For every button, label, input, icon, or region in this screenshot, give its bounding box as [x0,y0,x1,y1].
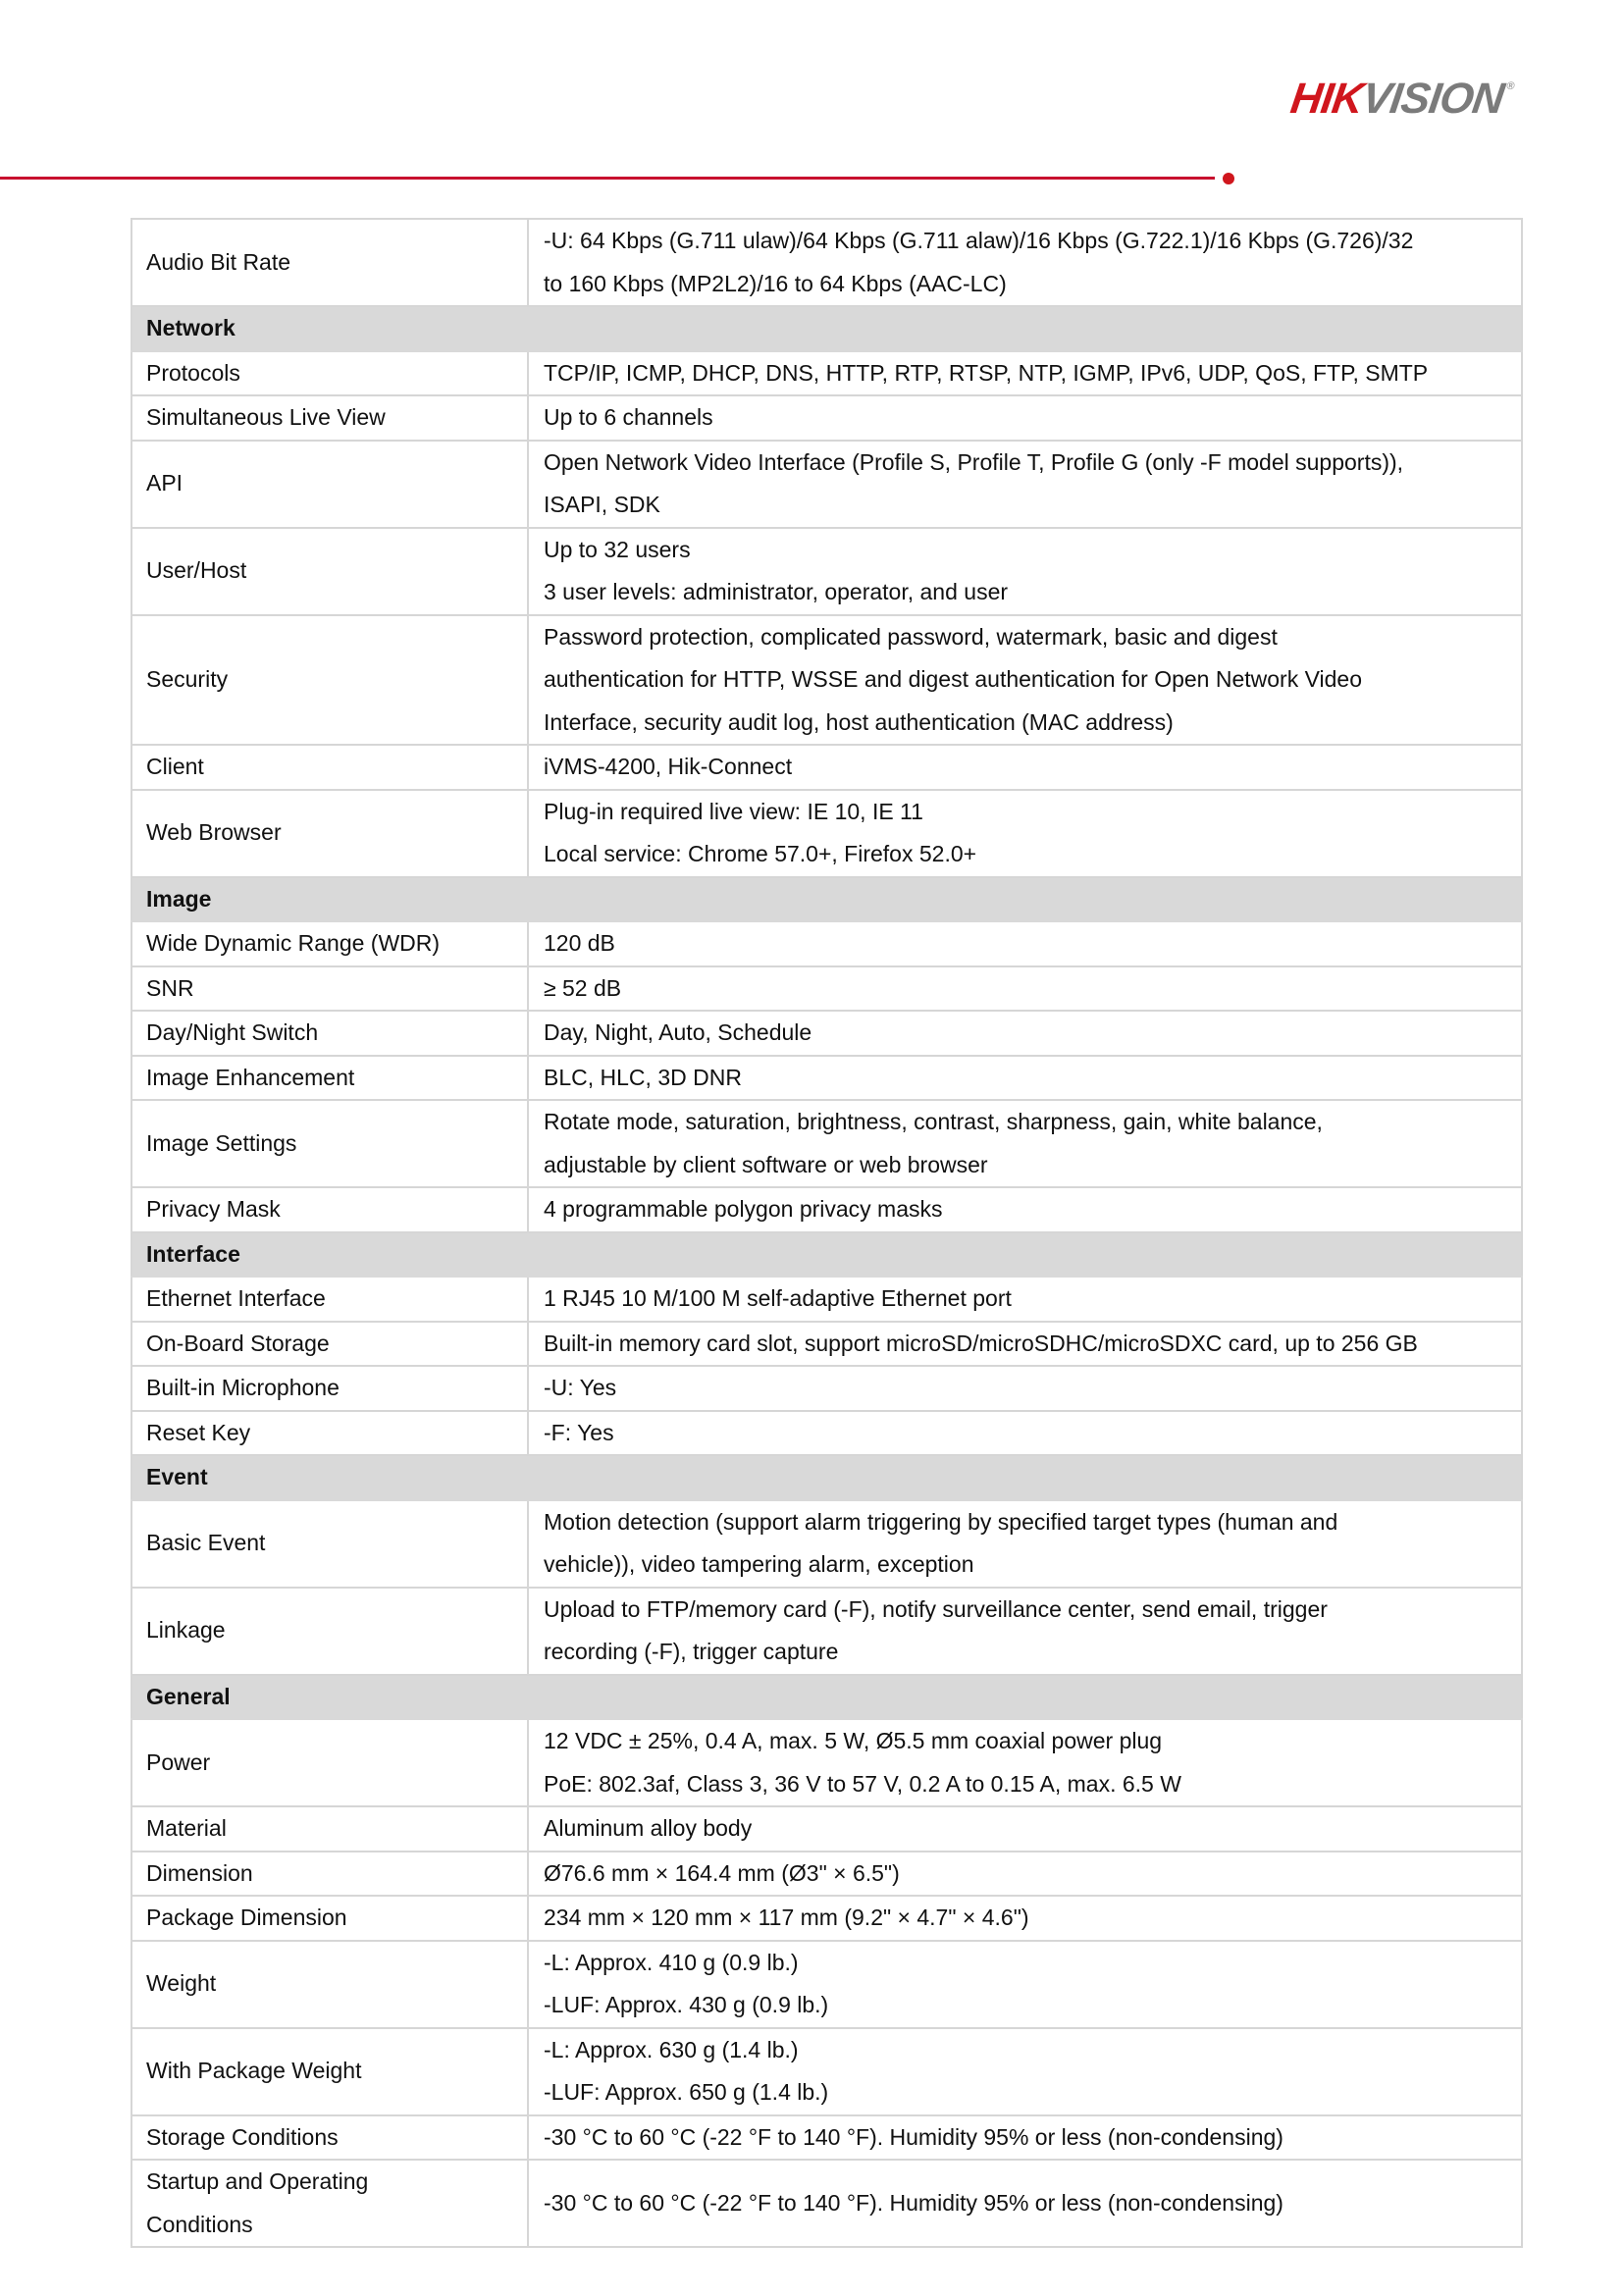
spec-value-line: Upload to FTP/memory card (-F), notify surveillance center, send email, trigger [544,1595,1328,1622]
spec-value-cell [528,351,1522,396]
spec-row [131,1322,1522,1367]
spec-value-cell [528,1500,1522,1588]
spec-label: Material [146,1815,227,1841]
section-title-text: Interface [146,1240,240,1267]
spec-value-line: PoE: 802.3af, Class 3, 36 V to 57 V, 0.2 A to 0.15 A, max. 6.5 W [544,1770,1181,1797]
spec-label-cell [131,528,528,615]
spec-label-cell [131,219,528,306]
spec-label: Image Enhancement [146,1064,355,1090]
spec-value-cell [528,790,1522,877]
spec-label: Web Browser [146,819,282,846]
spec-row [131,615,1522,746]
spec-row [131,1588,1522,1675]
section-header-row [131,1232,1522,1278]
spec-label-cell [131,395,528,441]
spec-label: Conditions [146,2211,253,2237]
spec-row [131,1806,1522,1852]
section-title [131,1455,1522,1500]
spec-value-line: Aluminum alloy body [544,1815,753,1841]
spec-row [131,1187,1522,1232]
spec-label: Power [146,1748,211,1775]
spec-label-cell [131,1277,528,1322]
logo-text-hik: HIK [1287,75,1367,123]
spec-value-line: adjustable by client software or web browser [544,1151,988,1177]
logo-text-vision: VISION [1359,75,1507,123]
spec-value-line: 120 dB [544,930,615,956]
spec-value-cell [528,1588,1522,1675]
spec-label-cell [131,351,528,396]
spec-value-cell [528,615,1522,746]
spec-label-cell [131,615,528,746]
spec-value-line: 12 VDC ± 25%, 0.4 A, max. 5 W, Ø5.5 mm coaxial power plug [544,1728,1163,1753]
spec-value-cell [528,966,1522,1012]
spec-row [131,1366,1522,1411]
spec-label-cell [131,966,528,1012]
spec-row [131,1056,1522,1101]
spec-label: SNR [146,974,194,1001]
spec-row [131,1500,1522,1588]
spec-value-line: to 160 Kbps (MP2L2)/16 to 64 Kbps (AAC-LC) [544,270,1007,296]
spec-value-cell [528,1719,1522,1806]
spec-row [131,966,1522,1012]
spec-value-line: recording (-F), trigger capture [544,1639,839,1664]
spec-value-line: Open Network Video Interface (Profile S, Profile T, Profile G (only -F model supports)), [544,448,1404,475]
spec-value-line: Up to 32 users [544,536,691,562]
spec-value-cell [528,1100,1522,1187]
spec-value-line: 1 RJ45 10 M/100 M self-adaptive Ethernet port [544,1285,1012,1311]
spec-label: Ethernet Interface [146,1285,326,1311]
spec-value-cell [528,1322,1522,1367]
section-title-text: Event [146,1464,208,1489]
spec-row [131,1277,1522,1322]
section-title [131,1232,1522,1278]
spec-value-cell [528,1011,1522,1056]
spec-row [131,395,1522,441]
spec-value-cell [528,1056,1522,1101]
spec-value-line: iVMS-4200, Hik-Connect [544,754,793,779]
spec-value-cell [528,395,1522,441]
spec-value-line: authentication for HTTP, WSSE and digest authentication for Open Network Video [544,666,1363,692]
spec-label: Day/Night Switch [146,1019,319,1045]
section-header-row [131,1455,1522,1500]
section-header-row [131,1675,1522,1720]
spec-row [131,1896,1522,1941]
header-divider-line [0,177,1215,180]
spec-label: Simultaneous Live View [146,404,386,430]
spec-value-cell [528,441,1522,528]
section-title [131,877,1522,922]
section-title-text: Image [146,885,212,912]
spec-value-line: -30 °C to 60 °C (-22 °F to 140 °F). Humidity 95% or less (non-condensing) [544,2123,1283,2150]
header-divider-dot-icon [1223,173,1234,184]
spec-value-line: Motion detection (support alarm triggering by specified target types (human and [544,1508,1338,1535]
spec-value-cell [528,1277,1522,1322]
spec-value-line: TCP/IP, ICMP, DHCP, DNS, HTTP, RTP, RTSP, NTP, IGMP, IPv6, UDP, QoS, FTP, SMTP [544,359,1429,386]
spec-row [131,1941,1522,2028]
section-title [131,1675,1522,1720]
spec-label-cell [131,745,528,790]
spec-label: Built-in Microphone [146,1375,340,1400]
spec-label-cell [131,1056,528,1101]
spec-value-line: -LUF: Approx. 430 g (0.9 lb.) [544,1992,829,2017]
spec-value-line: Up to 6 channels [544,404,713,430]
specification-table-body [131,219,1522,2247]
spec-label: With Package Weight [146,2058,362,2084]
spec-label-cell [131,921,528,966]
spec-value-line: -F: Yes [544,1419,614,1445]
spec-row [131,351,1522,396]
spec-label: Weight [146,1970,217,1997]
spec-label: User/Host [146,557,247,584]
spec-row [131,1011,1522,1056]
section-header-row [131,877,1522,922]
spec-label-cell [131,1806,528,1852]
spec-value-line: 3 user levels: administrator, operator, and user [544,579,1009,604]
spec-label-cell [131,2160,528,2247]
spec-label: Dimension [146,1859,253,1886]
spec-value-line: -U: 64 Kbps (G.711 ulaw)/64 Kbps (G.711 alaw)/16 Kbps (G.722.1)/16 Kbps (G.726)/32 [544,228,1414,253]
spec-label-cell [131,1411,528,1456]
spec-value-line: Interface, security audit log, host authentication (MAC address) [544,708,1174,735]
spec-label: API [146,470,183,496]
spec-value-cell [528,1896,1522,1941]
spec-label-cell [131,1322,528,1367]
spec-value-line: Day, Night, Auto, Schedule [544,1019,812,1045]
spec-label-cell [131,1588,528,1675]
spec-row [131,528,1522,615]
spec-row [131,745,1522,790]
spec-row [131,1719,1522,1806]
spec-label-cell [131,1896,528,1941]
spec-value-line: 234 mm × 120 mm × 117 mm (9.2" × 4.7" × 4.6") [544,1905,1029,1930]
spec-label: Audio Bit Rate [146,248,291,275]
spec-label: Wide Dynamic Range (WDR) [146,930,441,956]
spec-label-cell [131,1100,528,1187]
spec-label: On-Board Storage [146,1330,330,1356]
spec-value-line: -L: Approx. 410 g (0.9 lb.) [544,1949,799,1975]
spec-row [131,219,1522,306]
spec-row [131,1100,1522,1187]
spec-label-cell [131,1011,528,1056]
spec-label: Reset Key [146,1419,251,1445]
spec-label: Image Settings [146,1129,297,1156]
section-header-row [131,306,1522,351]
spec-label-cell [131,1187,528,1232]
spec-label: Storage Conditions [146,2123,339,2150]
spec-value-line: -LUF: Approx. 650 g (1.4 lb.) [544,2079,829,2105]
spec-row [131,1411,1522,1456]
spec-label: Privacy Mask [146,1196,281,1222]
spec-label-cell [131,790,528,877]
hikvision-logo [1287,75,1516,123]
spec-value-cell [528,1411,1522,1456]
spec-label: Client [146,754,204,779]
spec-label-cell [131,1719,528,1806]
spec-label: Linkage [146,1617,226,1644]
spec-value-cell [528,1941,1522,2028]
spec-value-cell [528,2115,1522,2161]
spec-value-line: BLC, HLC, 3D DNR [544,1064,742,1090]
spec-value-cell [528,1852,1522,1897]
section-title-text: Network [146,315,236,340]
spec-label-cell [131,2028,528,2115]
spec-label: Security [146,666,229,692]
spec-label: Basic Event [146,1530,266,1556]
spec-value-cell [528,2160,1522,2247]
spec-value-line: -U: Yes [544,1375,617,1400]
spec-label: Startup and Operating [146,2168,369,2194]
spec-value-line: Built-in memory card slot, support microSD/microSDHC/microSDXC card, up to 256 GB [544,1330,1418,1356]
spec-label-cell [131,1366,528,1411]
spec-value-line: -30 °C to 60 °C (-22 °F to 140 °F). Humidity 95% or less (non-condensing) [544,2189,1283,2216]
spec-value-cell [528,219,1522,306]
spec-row [131,921,1522,966]
spec-value-line: Password protection, complicated password, watermark, basic and digest [544,623,1278,650]
spec-value-line: vehicle)), video tampering alarm, exception [544,1551,974,1577]
spec-value-cell [528,745,1522,790]
spec-row [131,1852,1522,1897]
spec-row [131,790,1522,877]
spec-label-cell [131,441,528,528]
spec-value-cell [528,1187,1522,1232]
spec-row [131,2115,1522,2161]
spec-label: Package Dimension [146,1905,347,1930]
section-title [131,306,1522,351]
spec-value-cell [528,921,1522,966]
spec-value-line: Ø76.6 mm × 164.4 mm (Ø3" × 6.5") [544,1859,900,1886]
spec-label-cell [131,1500,528,1588]
spec-value-line: 4 programmable polygon privacy masks [544,1196,943,1222]
section-title-text: General [146,1683,231,1709]
spec-value-cell [528,1806,1522,1852]
spec-value-cell [528,2028,1522,2115]
spec-label-cell [131,1941,528,2028]
spec-value-line: ≥ 52 dB [544,974,622,1001]
spec-value-cell [528,528,1522,615]
spec-value-cell [528,1366,1522,1411]
spec-value-line: Local service: Chrome 57.0+, Firefox 52.0+ [544,841,977,866]
spec-row [131,2160,1522,2247]
spec-label: Protocols [146,359,240,386]
spec-row [131,2028,1522,2115]
spec-value-line: -L: Approx. 630 g (1.4 lb.) [544,2036,799,2062]
spec-label-cell [131,1852,528,1897]
registered-mark-icon: ® [1505,80,1515,92]
spec-row [131,441,1522,528]
specification-table [131,218,1523,2248]
spec-label-cell [131,2115,528,2161]
spec-value-line: Rotate mode, saturation, brightness, contrast, sharpness, gain, white balance, [544,1109,1323,1134]
spec-value-line: ISAPI, SDK [544,492,660,517]
spec-value-line: Plug-in required live view: IE 10, IE 11 [544,798,923,824]
